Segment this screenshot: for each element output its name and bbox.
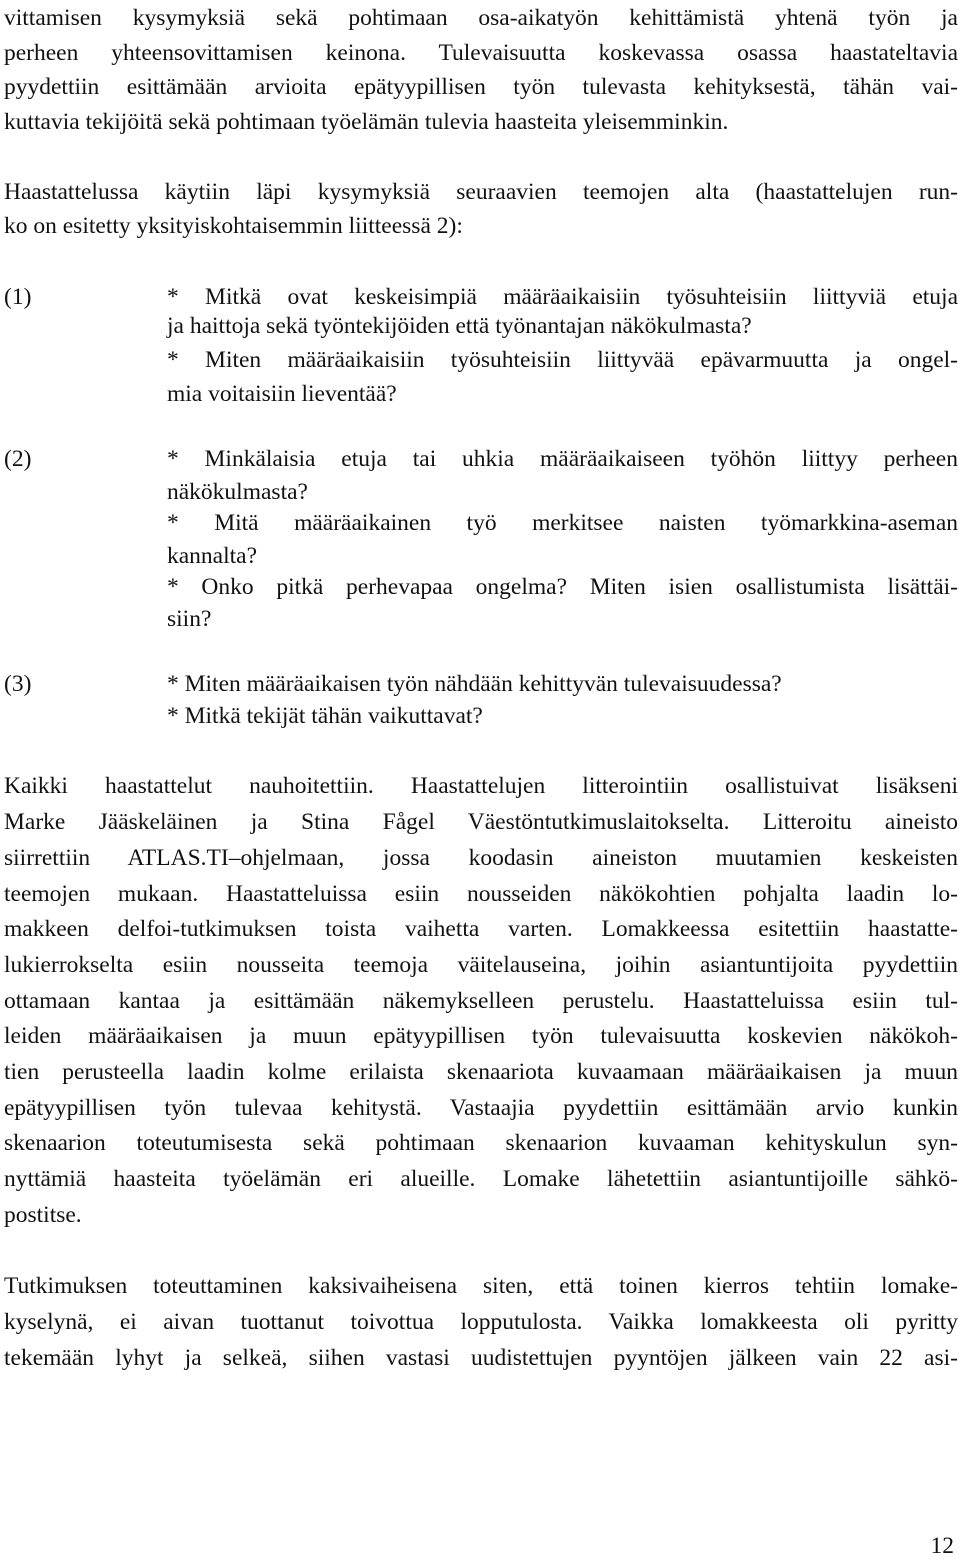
text-line: skenaarion toteutumisesta sekä pohtimaan skenaarion kuvaaman kehityskulun syn- xyxy=(4,1130,958,1156)
theme-line: * Onko pitkä perhevapaa ongelma? Miten isien osallistumista lisättäi- xyxy=(167,574,958,600)
text-line: postitse. xyxy=(4,1202,82,1228)
text-line: nyttämiä haasteita työelämän eri alueille. Lomake lähetettiin asiantuntijoille sähkö- xyxy=(4,1166,958,1192)
text-line: Marke Jääskeläinen ja Stina Fågel Väestöntutkimuslaitokselta. Litteroitu aineisto xyxy=(4,809,958,835)
text-line: kuttavia tekijöitä sekä pohtimaan työelämän tulevia haasteita yleisemminkin. xyxy=(4,109,729,135)
text-line: ottamaan kantaa ja esittämään näkemykselleen perustelu. Haastatteluissa esiin tul- xyxy=(4,988,958,1014)
theme-line: mia voitaisiin lieventää? xyxy=(167,381,397,407)
text-line: ko on esitetty yksityiskohtaisemmin liitteessä 2): xyxy=(4,213,463,239)
text-line: perheen yhteensovittamisen keinona. Tulevaisuutta koskevassa osassa haastateltavia xyxy=(4,40,958,66)
theme-line: * Minkälaisia etuja tai uhkia määräaikaiseen työhön liittyy perheen xyxy=(167,446,958,472)
theme-number: (2) xyxy=(4,446,32,472)
text-line: kyselynä, ei aivan tuottanut toivottua lopputulosta. Vaikka lomakkeesta oli pyritty xyxy=(4,1309,958,1335)
text-line: vittamisen kysymyksiä sekä pohtimaan osa-aikatyön kehittämistä yhtenä työn ja xyxy=(4,5,958,31)
theme-line: * Mitkä tekijät tähän vaikuttavat? xyxy=(167,703,483,729)
text-line: Kaikki haastattelut nauhoitettiin. Haastattelujen litterointiin osallistuivat lisäkseni xyxy=(4,773,958,799)
theme-number: (1) xyxy=(4,284,32,310)
theme-line: ja haittoja sekä työntekijöiden että työnantajan näkökulmasta? xyxy=(167,313,752,339)
text-line: makkeen delfoi-tutkimuksen toista vaihetta varten. Lomakkeessa esitettiin haastatte- xyxy=(4,916,958,942)
text-line: siirrettiin ATLAS.TI–ohjelmaan, jossa koodasin aineiston muutamien keskeisten xyxy=(4,845,958,871)
text-line: epätyypillisen työn tulevaa kehitystä. Vastaajia pyydettiin esittämään arvio kunkin xyxy=(4,1095,958,1121)
text-line: tekemään lyhyt ja selkeä, siihen vastasi uudistettujen pyyntöjen jälkeen vain 22 asi- xyxy=(4,1345,958,1371)
theme-line: siin? xyxy=(167,606,212,632)
theme-number: (3) xyxy=(4,671,32,697)
theme-line: * Mitkä ovat keskeisimpiä määräaikaisiin työsuhteisiin liittyviä etuja xyxy=(167,284,958,310)
text-line: tien perusteella laadin kolme erilaista skenaariota kuvaamaan määräaikaisen ja muun xyxy=(4,1059,958,1085)
theme-line: kannalta? xyxy=(167,543,258,569)
text-line: Tutkimuksen toteuttaminen kaksivaiheisena siten, että toinen kierros tehtiin lomake- xyxy=(4,1273,958,1299)
theme-line: * Miten määräaikaisiin työsuhteisiin liittyvää epävarmuutta ja ongel- xyxy=(167,347,958,373)
theme-line: näkökulmasta? xyxy=(167,479,308,505)
text-line: leiden määräaikaisen ja muun epätyypillisen työn tulevaisuutta koskevien näkökoh- xyxy=(4,1023,958,1049)
text-line: Haastattelussa käytiin läpi kysymyksiä seuraavien teemojen alta (haastattelujen run- xyxy=(4,179,958,205)
text-line: lukierrokselta esiin nousseita teemoja väitelauseina, joihin asiantuntijoita pyydettiin xyxy=(4,952,958,978)
text-line: teemojen mukaan. Haastatteluissa esiin nousseiden näkökohtien pohjalta laadin lo- xyxy=(4,881,958,907)
theme-line: * Miten määräaikaisen työn nähdään kehittyvän tulevaisuudessa? xyxy=(167,671,782,697)
theme-line: * Mitä määräaikainen työ merkitsee naisten työmarkkina-aseman xyxy=(167,510,958,536)
text-line: pyydettiin esittämään arvioita epätyypillisen työn tulevasta kehityksestä, tähän vai- xyxy=(4,74,958,100)
page-number: 12 xyxy=(930,1533,954,1559)
